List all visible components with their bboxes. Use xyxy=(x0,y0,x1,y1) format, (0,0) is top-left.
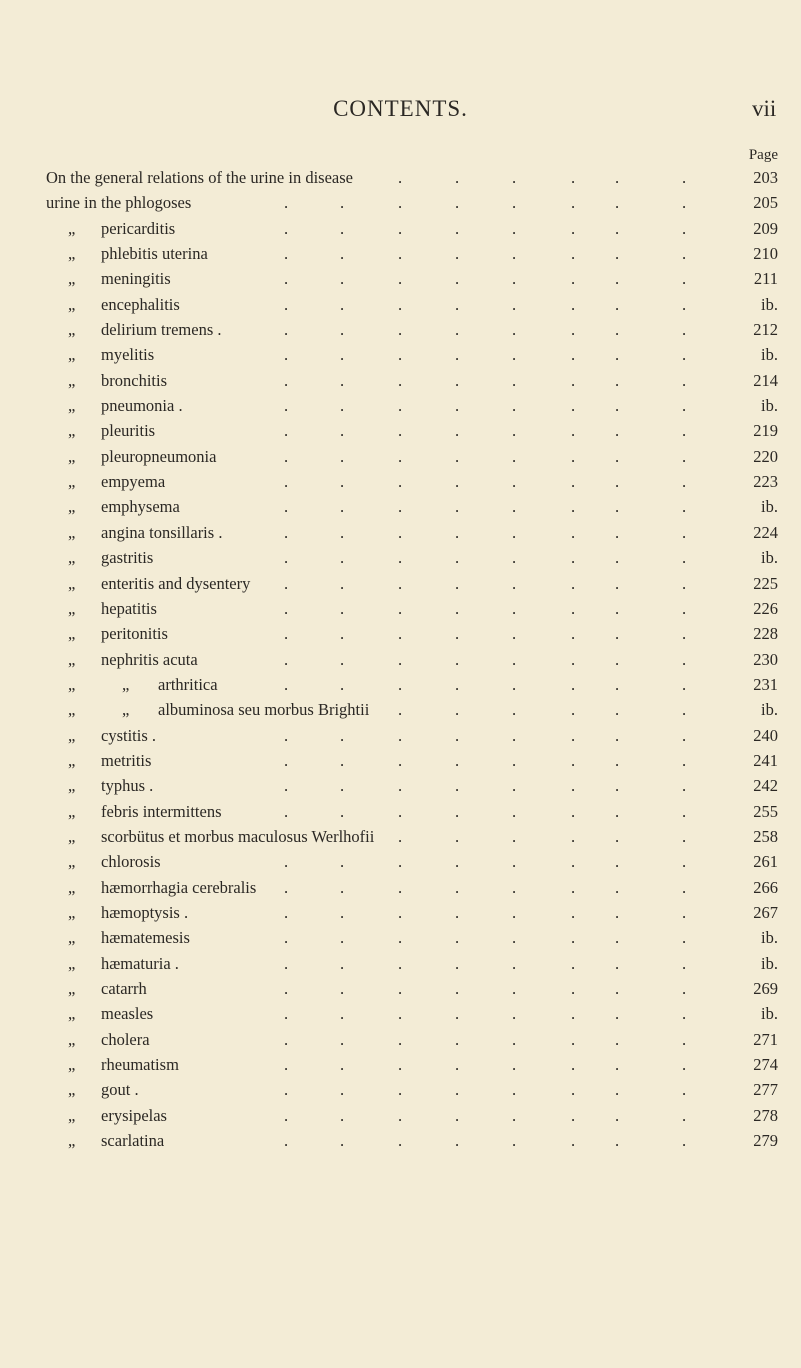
toc-row xyxy=(0,217,801,242)
sub-ditto-mark: „ xyxy=(122,674,130,694)
toc-entry-title: emphysema xyxy=(101,497,180,517)
toc-entry-title: gastritis xyxy=(101,548,154,568)
toc-entry-page: 231 xyxy=(753,674,778,694)
ditto-mark: „ xyxy=(68,1105,76,1125)
dot-leaders: . . . . . . . . xyxy=(284,1105,687,1125)
toc-entry-title: gout . xyxy=(101,1080,139,1100)
page-column-label: Page xyxy=(748,147,778,163)
toc-row xyxy=(0,977,801,1002)
dot-leaders: . . . . . . . . xyxy=(284,1004,687,1024)
ditto-mark: „ xyxy=(68,700,76,720)
toc-entry-title: metritis xyxy=(101,750,152,770)
toc-entry-title: delirium tremens . xyxy=(101,320,222,340)
toc-entry-page: 211 xyxy=(753,269,778,289)
ditto-mark: „ xyxy=(68,294,76,314)
toc-entry-page: 226 xyxy=(753,598,778,618)
toc-row xyxy=(0,470,801,495)
toc-row xyxy=(0,343,801,368)
toc-entry-title: febris intermittens xyxy=(101,801,222,821)
toc-row xyxy=(0,1104,801,1129)
ditto-mark: „ xyxy=(68,370,76,390)
toc-entry-title: angina tonsillaris . xyxy=(101,522,223,542)
toc-row xyxy=(0,774,801,799)
toc-entry-page: 223 xyxy=(753,472,778,492)
dot-leaders: . . . . . . . . xyxy=(284,598,687,618)
toc-entry-page: 279 xyxy=(753,1131,778,1151)
dot-leaders: . . . . . . . . xyxy=(284,750,687,770)
dot-leaders: . . . . . . . . xyxy=(284,269,687,289)
toc-entry-page: 255 xyxy=(753,801,778,821)
toc-entry-title: catarrh xyxy=(101,979,147,998)
toc-row xyxy=(0,1129,801,1154)
toc-row xyxy=(0,952,801,977)
toc-entry-page: 228 xyxy=(753,624,778,644)
toc-entry-page: 212 xyxy=(753,320,778,340)
toc-entry-title: hæmatemesis xyxy=(101,928,190,948)
toc-row xyxy=(0,1053,801,1078)
dot-leaders: . . . . . . . . xyxy=(284,548,687,568)
ditto-mark: „ xyxy=(68,1080,76,1100)
running-header xyxy=(0,96,801,130)
toc-entry-title: cholera xyxy=(101,1029,150,1049)
toc-entry-title: phlebitis uterina xyxy=(101,244,208,264)
toc-entry-page: 240 xyxy=(753,725,778,745)
ditto-mark: „ xyxy=(68,928,76,948)
toc-entry-title: enteritis and dysentery xyxy=(101,573,251,593)
toc-entry-title: pleuritis xyxy=(101,421,156,441)
toc-row xyxy=(0,242,801,267)
dot-leaders: . . . . . . . . xyxy=(284,1029,687,1049)
toc-entry-title: hæmaturia . xyxy=(101,953,179,973)
dot-leaders: . . . . . . . . xyxy=(284,1131,687,1151)
ditto-mark: „ xyxy=(68,218,76,238)
toc-entry-title: peritonitis xyxy=(101,624,168,644)
toc-entry-title: pleuropneumonia xyxy=(101,446,217,466)
ditto-mark: „ xyxy=(68,573,76,593)
dot-leaders: . . . . . . . . xyxy=(284,421,687,441)
toc-entry-page: 224 xyxy=(753,522,778,542)
toc-entry-page: 205 xyxy=(753,193,778,213)
ditto-mark: „ xyxy=(68,826,76,846)
ditto-mark: „ xyxy=(68,1029,76,1049)
toc-entry-title: chlorosis xyxy=(101,852,161,872)
toc-entry-title: empyema xyxy=(101,472,166,492)
dot-leaders: . . . . . . . . xyxy=(284,852,687,872)
toc-entry-title: urine in the phlogoses xyxy=(46,193,192,213)
page-title: CONTENTS. xyxy=(333,96,468,121)
toc-entry-title: arthritica xyxy=(158,674,218,694)
toc-row xyxy=(0,1028,801,1053)
toc-entry-page: 220 xyxy=(753,446,778,466)
toc-entry-page: 278 xyxy=(753,1105,778,1125)
toc-row xyxy=(0,191,801,216)
dot-leaders: . . . . . . xyxy=(398,826,687,846)
toc-row xyxy=(0,876,801,901)
toc-entry-page: ib. xyxy=(761,953,778,973)
toc-row xyxy=(0,698,801,723)
dot-leaders: . . . . . . . . xyxy=(284,776,687,796)
toc-entry-page: ib. xyxy=(761,497,778,517)
toc-row xyxy=(0,749,801,774)
ditto-mark: „ xyxy=(68,548,76,568)
ditto-mark: „ xyxy=(68,446,76,466)
dot-leaders: . . . . . . . . xyxy=(284,345,687,365)
contents-list xyxy=(0,166,801,1154)
toc-entry-title: hæmorrhagia cerebralis xyxy=(101,877,257,897)
toc-row xyxy=(0,293,801,318)
toc-entry-page: 274 xyxy=(753,1055,778,1075)
toc-entry-page: ib. xyxy=(761,700,778,720)
dot-leaders: . . . . . . . . xyxy=(284,902,687,922)
ditto-mark: „ xyxy=(68,1004,76,1024)
toc-row xyxy=(0,901,801,926)
toc-entry-title: meningitis xyxy=(101,269,171,289)
toc-entry-page: 214 xyxy=(753,370,778,390)
toc-row xyxy=(0,1078,801,1103)
ditto-mark: „ xyxy=(68,979,76,998)
toc-entry-title: rheumatism xyxy=(101,1055,179,1075)
dot-leaders: . . . . . . . . xyxy=(284,1055,687,1075)
toc-row xyxy=(0,521,801,546)
ditto-mark: „ xyxy=(68,750,76,770)
ditto-mark: „ xyxy=(68,396,76,416)
toc-entry-page: 210 xyxy=(753,244,778,264)
toc-entry-page: 203 xyxy=(753,168,778,187)
ditto-mark: „ xyxy=(68,497,76,517)
toc-entry-page: 225 xyxy=(753,573,778,593)
toc-entry-page: 209 xyxy=(753,218,778,238)
toc-entry-title: scarlatina xyxy=(101,1131,165,1151)
toc-entry-page: 219 xyxy=(753,421,778,441)
toc-entry-page: 271 xyxy=(753,1029,778,1049)
toc-entry-page: ib. xyxy=(761,294,778,314)
dot-leaders: . . . . . . xyxy=(398,168,687,187)
toc-entry-page: 258 xyxy=(753,826,778,846)
dot-leaders: . . . . . . . . xyxy=(284,725,687,745)
dot-leaders: . . . . . . . . xyxy=(284,370,687,390)
toc-entry-page: ib. xyxy=(761,548,778,568)
toc-entry-page: 241 xyxy=(753,750,778,770)
toc-entry-page: 242 xyxy=(753,776,778,796)
toc-row xyxy=(0,850,801,875)
toc-row xyxy=(0,724,801,749)
ditto-mark: „ xyxy=(68,624,76,644)
toc-row xyxy=(0,394,801,419)
toc-row xyxy=(0,318,801,343)
toc-entry-page: 261 xyxy=(753,852,778,872)
toc-entry-title: erysipelas xyxy=(101,1105,167,1125)
dot-leaders: . . . . . . . . xyxy=(284,193,687,213)
ditto-mark: „ xyxy=(68,472,76,492)
dot-leaders: . . . . . . . . xyxy=(284,928,687,948)
toc-entry-title: nephritis acuta xyxy=(101,649,198,669)
toc-entry-page: 266 xyxy=(753,877,778,897)
dot-leaders: . . . . . . . . xyxy=(284,649,687,669)
toc-entry-title: bronchitis xyxy=(101,370,167,390)
ditto-mark: „ xyxy=(68,1131,76,1151)
dot-leaders: . . . . . . . . xyxy=(284,446,687,466)
toc-entry-title: hæmoptysis . xyxy=(101,902,189,922)
toc-row xyxy=(0,597,801,622)
ditto-mark: „ xyxy=(68,1055,76,1075)
ditto-mark: „ xyxy=(68,953,76,973)
toc-entry-title: myelitis xyxy=(101,345,155,365)
ditto-mark: „ xyxy=(68,674,76,694)
ditto-mark: „ xyxy=(68,902,76,922)
toc-row xyxy=(0,419,801,444)
toc-row xyxy=(0,495,801,520)
toc-row xyxy=(0,926,801,951)
ditto-mark: „ xyxy=(68,852,76,872)
dot-leaders: . . . . . . . . xyxy=(284,979,687,998)
toc-row xyxy=(0,166,801,191)
toc-row xyxy=(0,445,801,470)
dot-leaders: . . . . . . xyxy=(398,700,687,720)
dot-leaders: . . . . . . . . xyxy=(284,674,687,694)
dot-leaders: . . . . . . . . xyxy=(284,1080,687,1100)
toc-entry-page: ib. xyxy=(761,345,778,365)
toc-entry-title: cystitis . xyxy=(101,725,157,745)
toc-row xyxy=(0,546,801,571)
toc-entry-title: pneumonia . xyxy=(101,396,183,416)
dot-leaders: . . . . . . . . xyxy=(284,294,687,314)
toc-entry-page: ib. xyxy=(761,1004,778,1024)
ditto-mark: „ xyxy=(68,269,76,289)
dot-leaders: . . . . . . . . xyxy=(284,244,687,264)
toc-entry-title: measles xyxy=(101,1004,154,1024)
toc-entry-title: albuminosa seu morbus Brightii xyxy=(158,700,370,720)
ditto-mark: „ xyxy=(68,345,76,365)
toc-entry-title: pericarditis xyxy=(101,218,176,238)
dot-leaders: . . . . . . . . xyxy=(284,624,687,644)
toc-entry-title: scorbütus et morbus maculosus Werlhofii xyxy=(101,826,375,846)
toc-entry-page: 230 xyxy=(753,649,778,669)
toc-entry-page: 277 xyxy=(753,1080,778,1100)
dot-leaders: . . . . . . . . xyxy=(284,801,687,821)
toc-entry-title: On the general relations of the urine in disease xyxy=(46,168,353,187)
toc-row xyxy=(0,572,801,597)
dot-leaders: . . . . . . . . xyxy=(284,396,687,416)
toc-row xyxy=(0,369,801,394)
toc-entry-title: typhus . xyxy=(101,776,154,796)
dot-leaders: . . . . . . . . xyxy=(284,953,687,973)
dot-leaders: . . . . . . . . xyxy=(284,472,687,492)
ditto-mark: „ xyxy=(68,522,76,542)
toc-entry-page: ib. xyxy=(761,928,778,948)
dot-leaders: . . . . . . . . xyxy=(284,218,687,238)
page-number: vii xyxy=(752,96,777,121)
toc-row xyxy=(0,825,801,850)
ditto-mark: „ xyxy=(68,801,76,821)
ditto-mark: „ xyxy=(68,776,76,796)
dot-leaders: . . . . . . . . xyxy=(284,877,687,897)
toc-entry-title: hepatitis xyxy=(101,598,157,618)
toc-entry-page: ib. xyxy=(761,396,778,416)
dot-leaders: . . . . . . . . xyxy=(284,497,687,517)
ditto-mark: „ xyxy=(68,877,76,897)
ditto-mark: „ xyxy=(68,320,76,340)
ditto-mark: „ xyxy=(68,598,76,618)
toc-row xyxy=(0,673,801,698)
toc-row xyxy=(0,622,801,647)
toc-row xyxy=(0,267,801,292)
toc-row xyxy=(0,648,801,673)
dot-leaders: . . . . . . . . xyxy=(284,320,687,340)
toc-row xyxy=(0,1002,801,1027)
ditto-mark: „ xyxy=(68,725,76,745)
toc-row xyxy=(0,800,801,825)
dot-leaders: . . . . . . . . xyxy=(284,522,687,542)
toc-entry-page: 269 xyxy=(753,979,778,998)
dot-leaders: . . . . . . . . xyxy=(284,573,687,593)
ditto-mark: „ xyxy=(68,649,76,669)
ditto-mark: „ xyxy=(68,421,76,441)
toc-entry-page: 267 xyxy=(753,902,778,922)
toc-entry-title: encephalitis xyxy=(101,294,180,314)
ditto-mark: „ xyxy=(68,244,76,264)
sub-ditto-mark: „ xyxy=(122,700,130,720)
